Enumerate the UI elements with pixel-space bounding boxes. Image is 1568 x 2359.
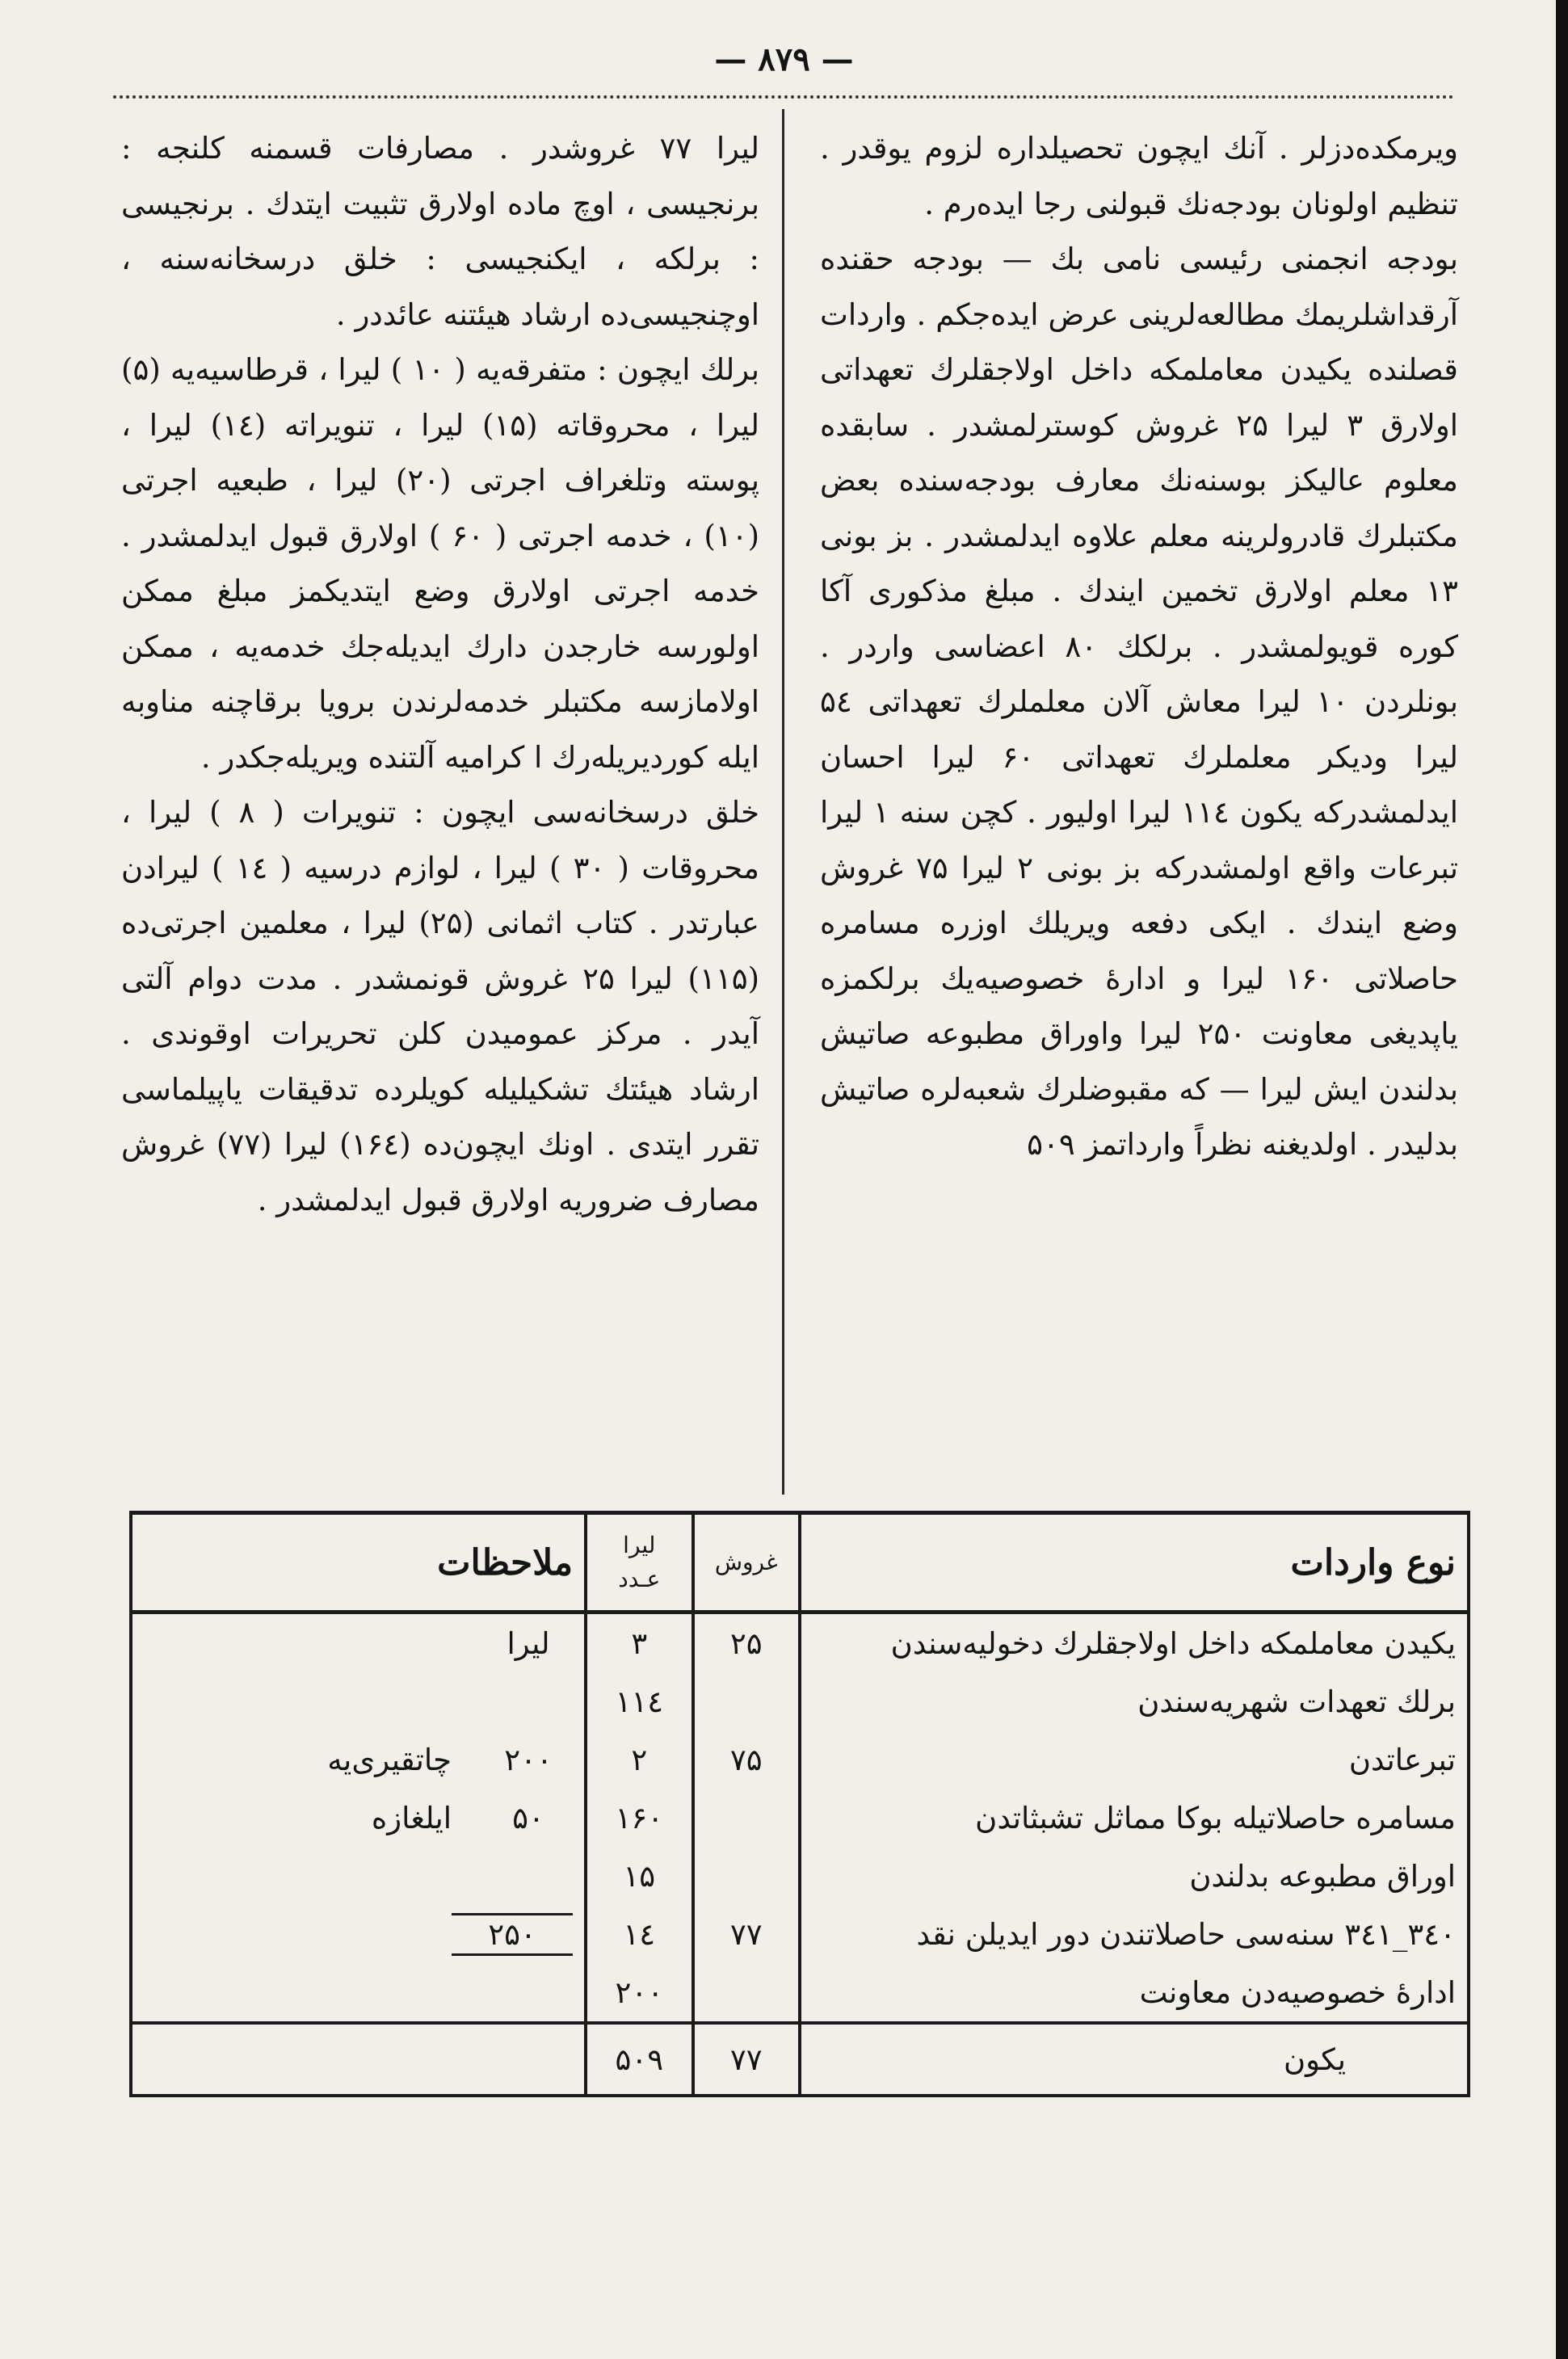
paragraph: لیرا ۷۷ غروشدر . مصارفات قسمنه کلنجه : برنجیسی ، اوچ ماده اولارق تثبیت ایتدك . برنجیسی : برلکه ، ایکنجیسی : خلق درسخانه‌سنه ، اوچنجیسی‌ده ارشاد هیئتنه عائددر . [121, 131, 759, 332]
row-lira: ۱۶۰ [586, 1789, 692, 1847]
row-note [131, 1905, 586, 1963]
table-row [131, 1963, 1469, 2023]
row-lira: ۱۱٤ [586, 1672, 692, 1730]
row-kurus [693, 1672, 800, 1730]
row-kurus [693, 1963, 800, 2023]
row-type: یکیدن معاملمکه داخل اولاجقلرك دخولیه‌سندن [800, 1613, 1469, 1673]
row-note [131, 2023, 586, 2096]
table-header-row [131, 1513, 1469, 1613]
column-divider [782, 109, 784, 1495]
row-note [131, 1672, 586, 1730]
scan-edge [1556, 0, 1568, 2359]
row-kurus [693, 1789, 800, 1847]
table-row [131, 1613, 1469, 1673]
notes-unit: لیرا [507, 1625, 550, 1661]
row-lira: ۲ [586, 1730, 692, 1789]
row-type: برلك تعهدات شهریه‌سندن [800, 1672, 1469, 1730]
page-number: — ۸۷۹ — [714, 40, 854, 78]
table-total-row [131, 2023, 1469, 2096]
note-label: چاتقیری‌یه [327, 1742, 452, 1777]
row-note [131, 1963, 586, 2023]
header-kurus: غروش [693, 1513, 800, 1613]
table-row [131, 1672, 1469, 1730]
row-kurus: ۷۵ [693, 1730, 800, 1789]
header-lira: لیرا عـدد [586, 1513, 692, 1613]
row-lira: ۳ [586, 1613, 692, 1673]
row-type: اوراق مطبوعه بدلندن [800, 1847, 1469, 1905]
row-type: ۳٤۰_۳٤۱ سنه‌سی حاصلاتندن دور ایدیلن نقد [800, 1905, 1469, 1963]
top-dotted-rule [113, 95, 1454, 99]
row-kurus: ۲۵ [693, 1613, 800, 1673]
left-text-column [121, 121, 759, 1228]
table-row [131, 1789, 1469, 1847]
revenue-table [129, 1511, 1470, 2097]
header-type: نوع واردات [800, 1513, 1469, 1613]
row-type: اداره‌ٔ خصوصیه‌دن معاونت [800, 1963, 1469, 2023]
header-notes: ملاحظات [131, 1513, 586, 1613]
note-subtotal: ۲۵۰ [452, 1913, 573, 1956]
row-lira: ۱۵ [586, 1847, 692, 1905]
row-note [131, 1847, 586, 1905]
table-row [131, 1905, 1469, 1963]
paragraph: خلق درسخانه‌سی ایچون : تنویرات ( ۸ ) لیرا ، محروقات ( ۳۰ ) لیرا ، لوازم درسیه ( ۱٤ ) لیرادن عبارتدر . کتاب اثمانی (۲۵) لیرا ، معلمین اجرتی‌ده (۱۱۵) لیرا ۲۵ غروش قونمشدر . مدت دوام آلتی آیدر . مرکز عمومیدن کلن تحریرات اوقوندی . ارشاد هیئتك تشکیلیله کویلرده تدقیقات یاپیلماسی تقرر ایتدی . اونك ایچون‌ده (۱۶٤) لیرا (۷۷) غروش مصارف ضروریه اولارق قبول ایدلمشدر . [121, 795, 760, 1217]
row-note [131, 1730, 586, 1789]
row-lira: ۲۰۰ [586, 1963, 692, 2023]
row-kurus [693, 1847, 800, 1905]
note-label: ایلغازه [371, 1800, 452, 1835]
right-text-column [820, 121, 1458, 1173]
paragraph: برلك ایچون : متفرقه‌یه ( ۱۰ ) لیرا ، قرطاسیه‌یه (۵) لیرا ، محروقاته (۱۵) لیرا ، تنویراته (۱٤) لیرا ، پوسته وتلغراف اجرتی (۲۰) لیرا ، طبعیه اجرتی (۱۰) ، خدمه اجرتی ( ۶۰ ) اولارق قبول ایدلمشدر . خدمه اجرتی اولارق وضع ایتدیکمز مبلغ ممکن اولورسه خارجدن دارك ایدیله‌جك خدمه‌یه ، ممکن اولامازسه مکتبلر خدمه‌لرندن برویا برقاچنه مناوبه ایله کوردیریله‌رك ا کرامیه آلتنده ویریله‌جکدر . [121, 352, 759, 775]
row-type: تبرعاتدن [800, 1730, 1469, 1789]
row-note [131, 1613, 586, 1673]
paragraph: ویرمکده‌دزلر . آنك ایچون تحصیلداره لزوم یوقدر . تنظیم اولونان بودجه‌نك قبولنی رجا ایده‌رم . [820, 131, 1458, 221]
paragraph: بودجه انجمنی رئیسی نامی بك — بودجه حقنده آرقداشلریمك مطالعه‌لرینی عرض ایده‌جکم . واردات قصلنده یکیدن معاملمکه داخل اولاجقلرك تعهداتی اولارق ۳ لیرا ۲۵ غروش کوسترلمشدر . سابقده معلوم عالیکز بوسنه‌نك معارف بودجه‌سنده بعض مکتبلرك قادرولرینه معلم علاوه ایدلمشدر . بز بونی ۱۳ معلم اولارق تخمین ایندك . مبلغ مذکوری آکا کوره قویولمشدر . برلکك ۸۰ اعضاسی واردر . بونلردن ۱۰ لیرا معاش آلان معلملرك تعهداتی ۵٤ لیرا ودیکر معلملرك تعهداتی ۶۰ لیرا احسان ایدلمشدرکه یکون ۱۱٤ لیرا اولیور . کچن سنه ۱ لیرا تبرعات واقع اولمشدرکه بز بونی ۲ لیرا ۷۵ غروش وضع ایندك . ایکی دفعه ویریلك اوزره مسامره حاصلاتی ۱۶۰ لیرا و اداره‌ٔ خصوصیه‌یك برلکمزه یاپدیغی معاونت ۲۵۰ لیرا واوراق مطبوعه صاتیش بدلندن ایش لیرا — که مقبوضلرك شعبه‌لره صاتیش بدلیدر . اولدیغنه نظراً وارداتمز ۵۰۹ [820, 242, 1459, 1162]
row-lira: ۱٤ [586, 1905, 692, 1963]
total-label: یکون [800, 2023, 1469, 2096]
total-lira: ۵۰۹ [586, 2023, 692, 2096]
table-row [131, 1730, 1469, 1789]
total-kurus: ۷۷ [693, 2023, 800, 2096]
table-row [131, 1847, 1469, 1905]
note-amount: ۵۰ [512, 1800, 544, 1835]
row-kurus: ۷۷ [693, 1905, 800, 1963]
row-type: مسامره حاصلاتیله بوکا مماثل تشبثاتدن [800, 1789, 1469, 1847]
note-amount: ۲۰۰ [504, 1742, 553, 1777]
row-note [131, 1789, 586, 1847]
